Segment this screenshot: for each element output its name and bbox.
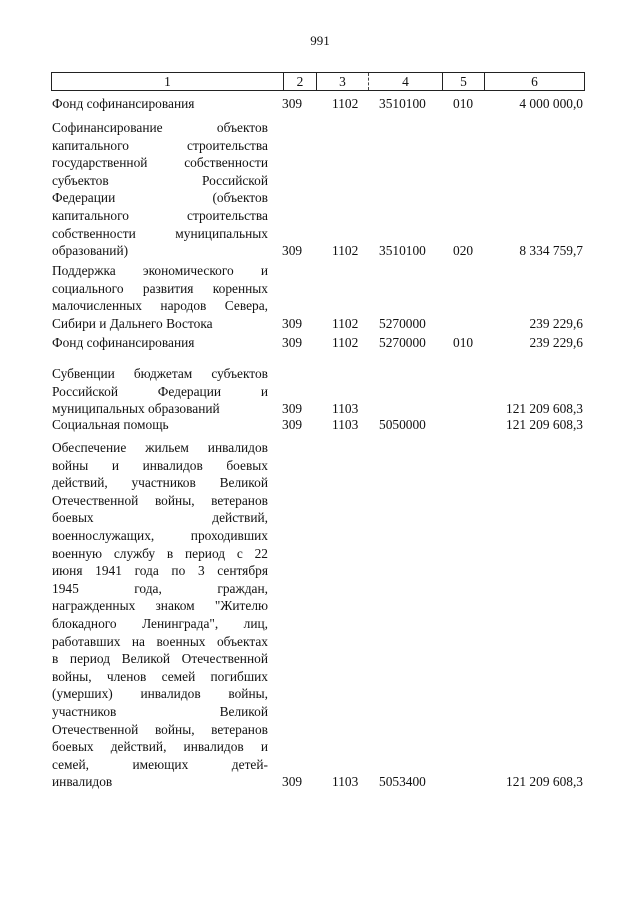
row-c3-value: 1102 — [332, 243, 359, 259]
row-c2-value: 309 — [282, 315, 303, 331]
header-col-5: 5 — [460, 74, 467, 89]
row-c2-value: 309 — [282, 774, 303, 790]
row-name-line: инвалидов — [52, 774, 113, 790]
row-name-line: Российской Федерации и — [52, 383, 268, 399]
row-name-line: участников Великой — [52, 703, 268, 719]
header-col-4: 4 — [402, 74, 409, 89]
row-name-line: социального развития коренных — [52, 280, 268, 296]
row-name-line: образований) — [52, 243, 129, 259]
row-name — [52, 416, 268, 434]
row-name-line: военнослужащих, проходивших — [52, 527, 268, 543]
row-name-line: капитального строительства — [52, 207, 268, 223]
row-c6-value: 121 209 608,3 — [506, 401, 583, 417]
row-name-line: 1945 года, граждан, — [52, 580, 268, 596]
row-name-line: капитального строительства — [52, 137, 268, 153]
row-c2-value: 309 — [282, 417, 303, 432]
row-name-line: боевых действий, — [52, 510, 268, 526]
row-c4-value: 5050000 — [379, 417, 426, 432]
page-number: 991 — [310, 33, 330, 48]
row-name-line: малочисленных народов Севера, — [52, 298, 268, 314]
row-name-line: Субвенции бюджетам субъектов — [52, 366, 268, 381]
row-name-line: Отечественной войны, ветеранов — [52, 492, 268, 508]
row-c4-value: 3510100 — [379, 96, 426, 111]
row-name-line: боевых действий, инвалидов и — [52, 739, 268, 755]
header-col-6: 6 — [531, 74, 538, 89]
row-name-line: Обеспечение жильем инвалидов — [52, 440, 268, 455]
row-name-line: военную службу в период с 22 — [52, 545, 268, 561]
row-name — [52, 262, 268, 332]
row-c3-value: 1103 — [332, 417, 359, 432]
row-name-line: в период Великой Отечественной — [52, 651, 268, 667]
row-c3-value: 1103 — [332, 401, 359, 417]
row-name-line: семей, имеющих детей- — [52, 756, 268, 772]
row-c2-value: 309 — [282, 96, 303, 111]
row-name-line: блокадного Ленинграда", лиц, — [52, 615, 268, 631]
row-c2-value: 309 — [282, 243, 303, 259]
row-name-line: государственной собственности — [52, 155, 268, 171]
header-col-2: 2 — [296, 74, 304, 89]
row-name-line: Фонд софинансирования — [52, 335, 195, 350]
row-c4-value: 5270000 — [379, 335, 426, 350]
row-name — [52, 95, 268, 113]
row-name-line: (умерших) инвалидов войны, — [52, 686, 268, 702]
row-c3-value: 1103 — [332, 774, 359, 790]
row-name — [52, 334, 268, 352]
row-name-line: Отечественной войны, ветеранов — [52, 721, 268, 737]
row-name-line: войны, членов семей погибших — [52, 668, 268, 684]
row-c6-value: 4 000 000,0 — [519, 96, 583, 111]
row-name-line: июня 1941 года по 3 сентября — [52, 563, 268, 579]
row-c3-value: 1102 — [332, 96, 359, 111]
row-name-line: Сибири и Дальнего Востока — [52, 315, 213, 331]
row-name-line: субъектов Российской — [52, 172, 268, 188]
header-col-3: 3 — [339, 74, 346, 89]
row-name-line: Софинансирование объектов — [52, 120, 268, 135]
row-name-line: Поддержка экономического и — [52, 263, 268, 278]
row-c5-value: 020 — [453, 243, 474, 259]
row-c5-value: 010 — [453, 96, 474, 111]
row-c5-value: 010 — [453, 335, 474, 350]
row-c3-value: 1102 — [332, 315, 359, 331]
header-col-1: 1 — [164, 74, 171, 89]
row-name-line: Фонд софинансирования — [52, 96, 195, 111]
row-name — [52, 439, 268, 791]
table-header — [51, 72, 585, 91]
row-c4-value: 5270000 — [379, 315, 426, 331]
row-c4-value: 5053400 — [379, 774, 426, 790]
row-c6-value: 121 209 608,3 — [506, 417, 583, 432]
row-name-line: Социальная помощь — [52, 417, 169, 432]
row-c2-value: 309 — [282, 335, 303, 350]
row-c6-value: 239 229,6 — [529, 315, 583, 331]
row-name-line: собственности муниципальных — [52, 225, 268, 241]
row-c2-value: 309 — [282, 401, 303, 417]
row-name-line: войны и инвалидов боевых — [52, 457, 268, 473]
row-name-line: работавших на военных объектах — [52, 633, 268, 649]
row-c6-value: 121 209 608,3 — [506, 774, 583, 790]
row-c6-value: 239 229,6 — [529, 335, 583, 350]
row-name-line: Федерации (объектов — [52, 190, 268, 206]
row-name-line: действий, участников Великой — [52, 475, 268, 491]
row-name — [52, 365, 268, 418]
row-name — [52, 119, 268, 260]
row-c4-value: 3510100 — [379, 243, 426, 259]
row-name-line: награжденных знаком "Жителю — [52, 598, 268, 614]
row-name-line: муниципальных образований — [52, 401, 220, 417]
row-c6-value: 8 334 759,7 — [519, 243, 583, 259]
row-c3-value: 1102 — [332, 335, 359, 350]
